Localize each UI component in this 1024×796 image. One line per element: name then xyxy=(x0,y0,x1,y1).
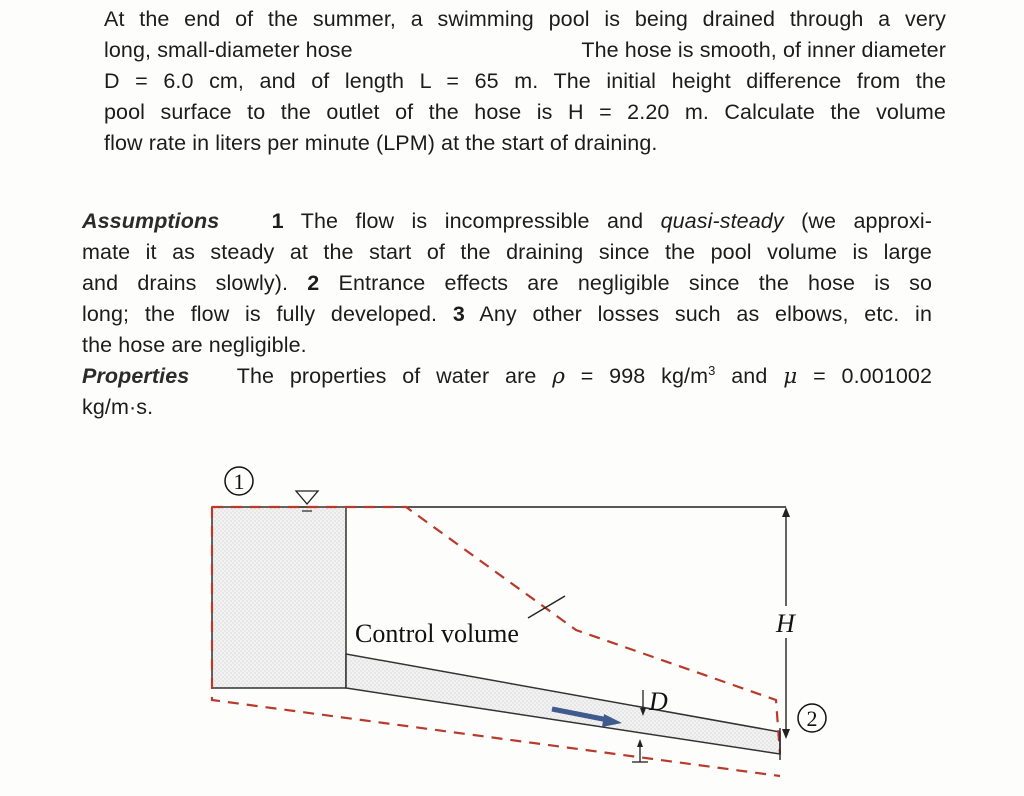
properties-text-c: and xyxy=(715,364,784,388)
properties-text-a: The properties of water are xyxy=(236,364,553,388)
assumption-1-text-c: (we approxi- xyxy=(783,209,932,233)
cubed-superscript: 3 xyxy=(708,362,716,378)
height-label: H xyxy=(776,609,795,638)
assumption-1-text-b: quasi-steady xyxy=(660,209,784,233)
point-1-label: 1 xyxy=(233,469,245,494)
assumption-line-3a: and drains slowly). xyxy=(82,271,308,295)
assumption-1-text-a: The flow is incompressible and xyxy=(283,209,661,233)
problem-line-5: flow rate in liters per minute (LPM) at the start of draining. xyxy=(104,131,658,155)
assumption-line-4a: long; the flow is fully developed. xyxy=(82,302,453,326)
problem-line-4: pool surface to the outlet of the hose is H = 2.20 m. Calculate the volume xyxy=(104,100,946,124)
control-volume-label: Control volume xyxy=(355,619,519,648)
assumption-line-3b: Entrance effects are negligible since the hose is so xyxy=(319,271,932,295)
solution-text xyxy=(82,206,932,423)
assumptions-line-2: mate it as steady at the start of the draining since the pool volume is large xyxy=(82,240,932,264)
problem-line-3: D = 6.0 cm, and of length L = 65 m. The initial height difference from the xyxy=(104,69,946,93)
assumptions-line-1 xyxy=(82,206,932,237)
assumption-line-4b: Any other losses such as elbows, etc. in xyxy=(464,302,932,326)
properties-heading: Properties xyxy=(82,364,190,388)
assumption-number-1: 1 xyxy=(271,209,284,233)
problem-line-2a: long, small-diameter hose xyxy=(104,38,353,62)
problem-statement xyxy=(104,4,946,159)
diameter-label: D xyxy=(649,687,668,716)
assumptions-line-5: the hose are negligible. xyxy=(82,333,307,357)
mu-symbol: μ xyxy=(783,364,798,389)
hose xyxy=(346,654,780,754)
properties-text-b: = 998 kg/m xyxy=(564,364,709,388)
assumption-number-2: 2 xyxy=(307,271,320,295)
assumptions-line-3 xyxy=(82,268,932,299)
rho-symbol: ρ xyxy=(552,364,565,389)
properties-text-d: = 0.001002 xyxy=(797,364,932,388)
problem-line-2 xyxy=(104,35,946,66)
problem-line-1: At the end of the summer, a swimming pool is being drained through a very xyxy=(104,7,946,31)
assumption-number-3: 3 xyxy=(452,302,465,326)
problem-line-2b: The hose is smooth, of inner diameter xyxy=(581,38,946,62)
pool-drain-figure xyxy=(190,460,840,790)
assumptions-line-4 xyxy=(82,299,932,330)
properties-line-2: kg/m·s. xyxy=(82,395,154,419)
pool-water xyxy=(212,507,346,688)
properties-line-1 xyxy=(82,361,932,392)
point-2-label: 2 xyxy=(806,706,818,731)
assumptions-heading: Assumptions xyxy=(82,209,220,233)
